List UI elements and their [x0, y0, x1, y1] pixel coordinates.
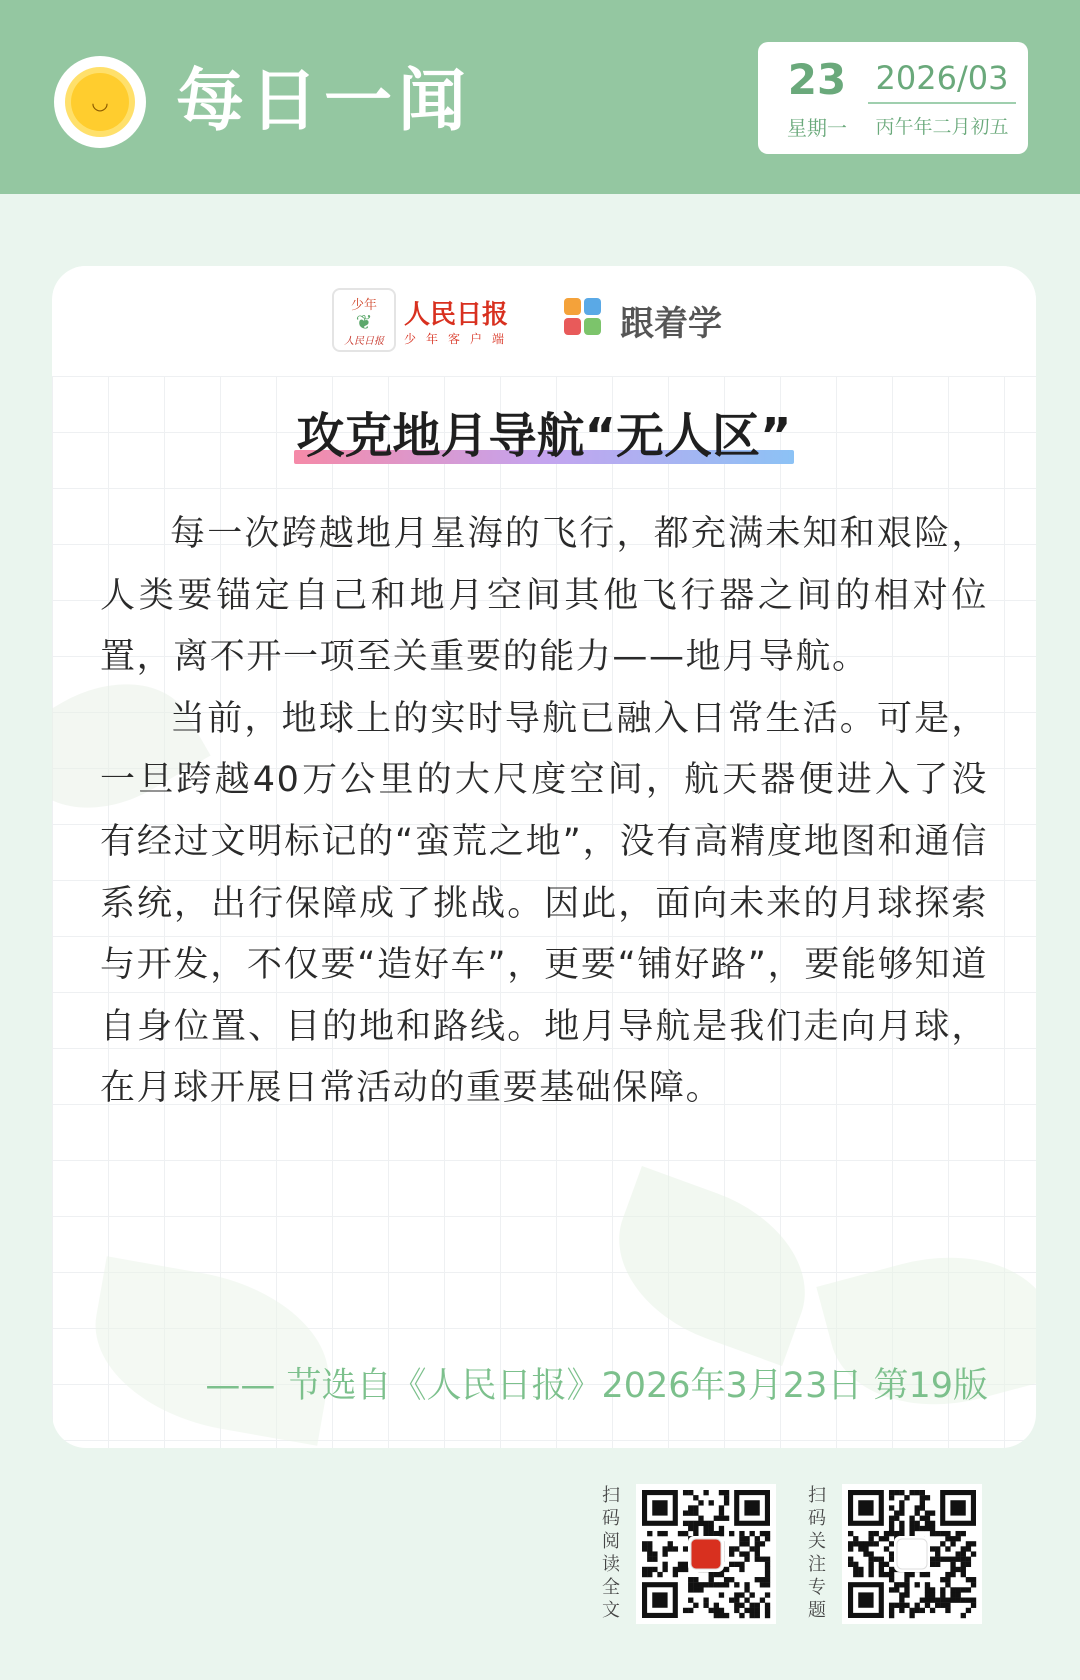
paragraph: 当前，地球上的实时导航已融入日常生活。可是，一旦跨越40万公里的大尺度空间，航天器便进入了没有经过文明标记的“蛮荒之地”，没有高精度地图和通信系统，出行保障成了挑战。因此，面向未来的月球探索与开发，不仅要“造好车”，更要“铺好路”，要能够知道自身位置、目的地和路线。地月导航是我们走向月球，在月球开展日常活动的重要基础保障。: [100, 698, 988, 1109]
qr-label: 扫码阅读全文: [602, 1485, 620, 1621]
source-attribution: —— 节选自《人民日报》2026年3月23日 第19版: [205, 1366, 988, 1406]
qr-center-logo-icon: [897, 1539, 927, 1569]
header-bar: [0, 0, 1080, 194]
logo2-name: 跟着学: [620, 304, 722, 344]
genzhexue-blocks-icon: [564, 298, 602, 336]
brand-title: 每日一闻: [176, 62, 473, 141]
date-divider: [868, 102, 1016, 104]
people-daily-youth-logo: [332, 288, 396, 352]
article-card: [52, 266, 1036, 1448]
date-card: [758, 42, 1028, 154]
article-title: [294, 406, 793, 466]
title-wrap: [52, 406, 1036, 466]
logo1-bottom-text: 人民日报: [344, 336, 384, 347]
logo1-subtitle: 少年客户端: [404, 332, 515, 346]
date-lunar: 丙午年二月初五: [875, 116, 1009, 138]
paragraph: 每一次跨越地月星海的飞行，都充满未知和艰险，人类要锚定自己和地月空间其他飞行器之间的相对位置，离不开一项至关重要的能力——地月导航。: [100, 514, 988, 678]
article-body: [100, 504, 988, 1120]
qr-code-icon[interactable]: [636, 1484, 776, 1624]
article-title-text: 攻克地月导航“无人区”: [296, 408, 792, 464]
logo1-top-text: 少年: [350, 298, 377, 313]
date-weekday: 星期一: [787, 116, 847, 140]
date-year-month: 2026/03: [875, 59, 1009, 97]
decor-leaf-icon: [81, 1256, 343, 1445]
logo1-name: 人民日报: [404, 300, 509, 330]
sprout-icon: ❦: [355, 310, 373, 334]
qr-code-icon[interactable]: [842, 1484, 982, 1624]
sun-logo-icon: ◡: [54, 56, 146, 148]
card-logo-strip: [52, 266, 1036, 376]
qr-label: 扫码关注专题: [808, 1485, 826, 1621]
date-day: 23: [787, 55, 847, 104]
qr-center-logo-icon: [691, 1539, 721, 1569]
decor-leaf-icon: [594, 1166, 830, 1366]
